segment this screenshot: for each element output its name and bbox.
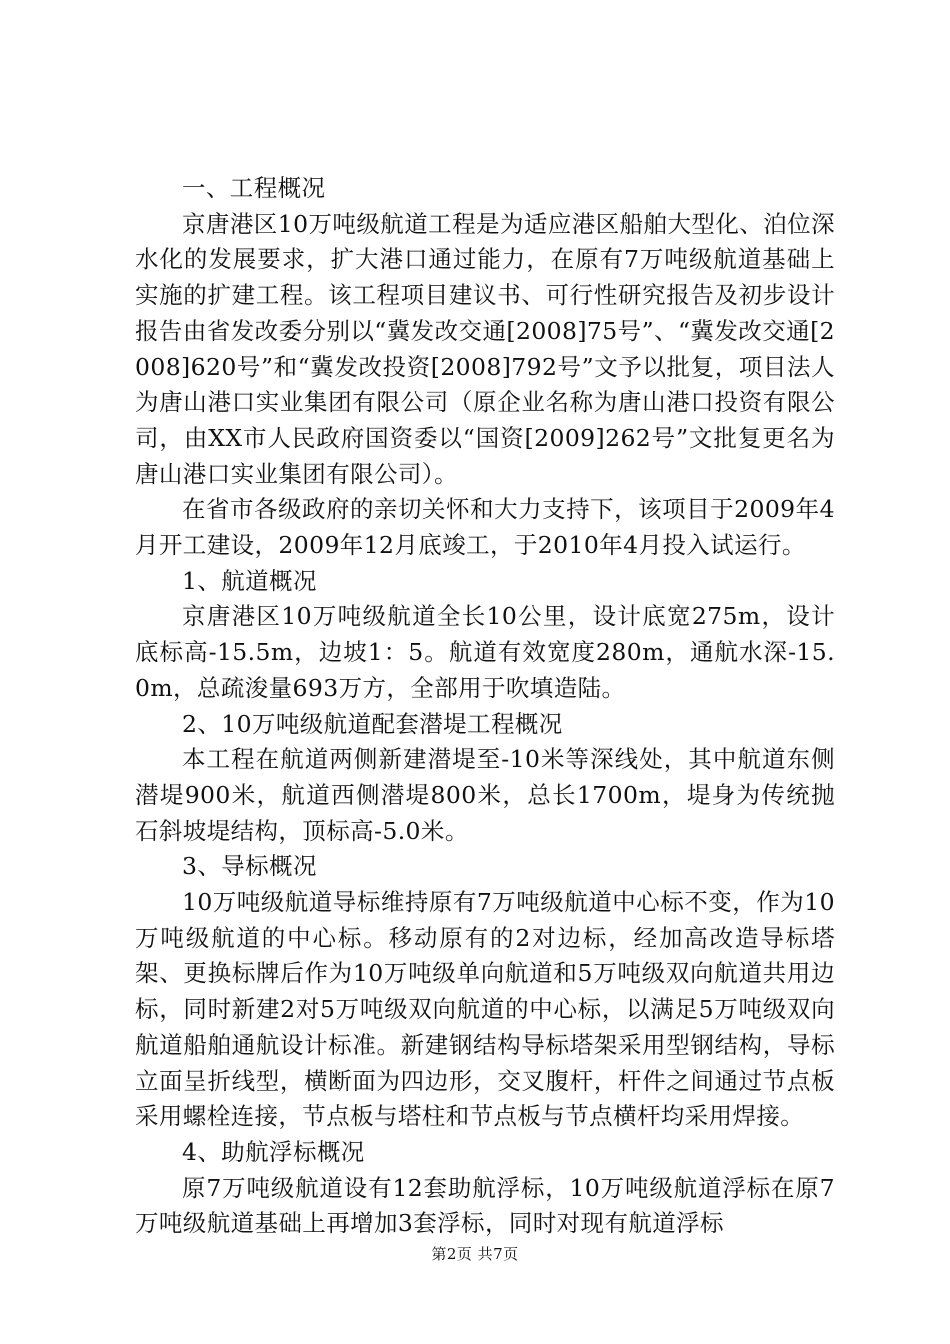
document-body bbox=[135, 171, 835, 1242]
section-heading-project-overview: 一、工程概况 bbox=[182, 174, 326, 202]
paragraph-channel-specs: 京唐港区10万吨级航道全长10公里，设计底宽275m，设计底标高-15.5m，边坡1：5。航道有效宽度280m，通航水深-15.0m，总疏浚量693万方，全部用于吹填造陆。 bbox=[135, 602, 835, 702]
paragraph-construction-timeline: 在省市各级政府的亲切关怀和大力支持下，该项目于2009年4月开工建设，2009年12月底竣工，于2010年4月投入试运行。 bbox=[135, 495, 835, 560]
paragraph-buoys-details: 原7万吨级航道设有12套助航浮标，10万吨级航道浮标在原7万吨级航道基础上再增加3套浮标，同时对现有航道浮标 bbox=[135, 1173, 835, 1238]
paragraph-breakwater-specs: 本工程在航道两侧新建潜堤至-10米等深线处，其中航道东侧潜堤900米，航道西侧潜堤800米，总长1700m，堤身为传统抛石斜坡堤结构，顶标高-5.0米。 bbox=[135, 745, 835, 845]
page-number-footer: 第2页 共7页 bbox=[431, 1245, 519, 1263]
section-heading-buoys: 4、助航浮标概况 bbox=[182, 1137, 365, 1166]
section-heading-breakwater-overview: 2、10万吨级航道配套潜堤工程概况 bbox=[182, 709, 563, 738]
paragraph-project-background: 京唐港区10万吨级航道工程是为适应港区船舶大型化、泊位深水化的发展要求，扩大港口通过能力，在原有7万吨级航道基础上实施的扩建工程。该工程项目建议书、可行性研究报告及初步设计报告由省发改委分别以“冀发改交通[2008]75号”、“冀发改交通[2008]620号”和“冀发改投资[2008]792号”文予以批复，项目法人为唐山港口实业集团有限公司（原企业名称为唐山港口投资有限公司，由XX市人民政府国资委以“国资[2009]262号”文批复更名为唐山港口实业集团有限公司）。 bbox=[135, 209, 835, 488]
section-heading-leading-marks: 3、导标概况 bbox=[182, 852, 317, 881]
section-heading-channel-overview: 1、航道概况 bbox=[182, 566, 317, 595]
paragraph-leading-marks-details: 10万吨级航道导标维持原有7万吨级航道中心标不变，作为10万吨级航道的中心标。移动原有的2对边标，经加高改造导标塔架、更换标牌后作为10万吨级单向航道和5万吨级双向航道共用边标，同时新建2对5万吨级双向航道的中心标，以满足5万吨级双向航道船舶通航设计标准。新建钢结构导标塔架采用型钢结构，导标立面呈折线型，横断面为四边形，交叉腹杆，杆件之间通过节点板采用螺栓连接，节点板与塔柱和节点板与节点横杆均采用焊接。 bbox=[135, 888, 835, 1131]
